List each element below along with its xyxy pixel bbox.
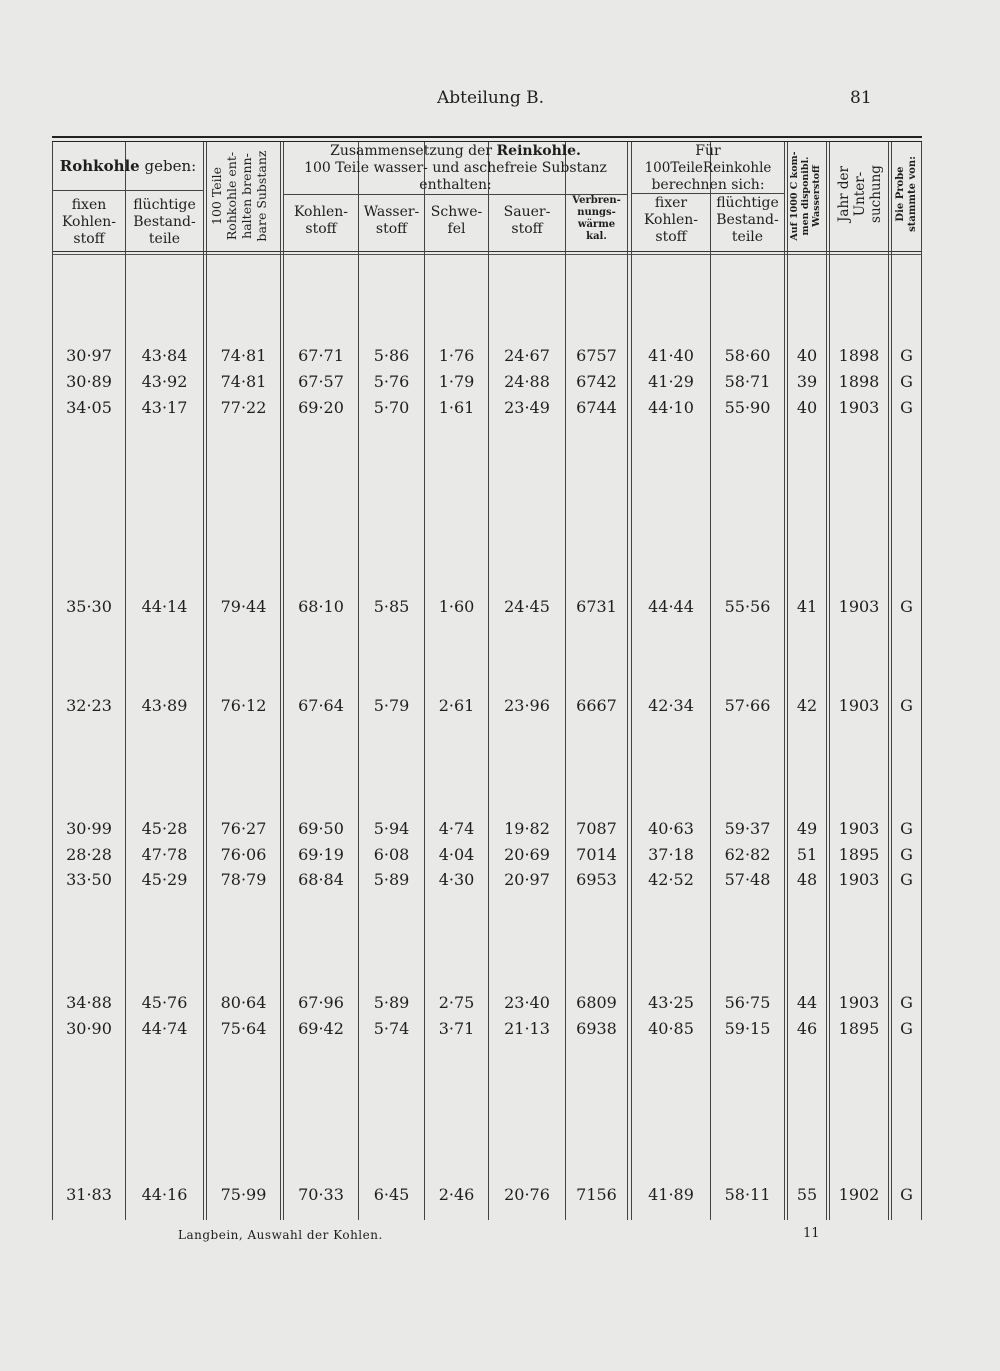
table-cell: 34·05 [66, 398, 112, 417]
table-cell: 67·71 [298, 346, 344, 365]
table-cell: 20·76 [504, 1185, 550, 1204]
table-cell: 44 [796, 993, 818, 1012]
header-bottom-rule-thin [52, 254, 922, 255]
table-cell: 55·56 [724, 597, 771, 616]
table-cell: 43·92 [141, 372, 188, 391]
column-line [627, 142, 628, 1220]
table-cell: 5·74 [373, 1019, 410, 1038]
column-line [206, 142, 207, 1220]
column-line [891, 142, 892, 1220]
column-line [888, 142, 889, 1220]
column-line [424, 142, 425, 1220]
table-cell: 1903 [838, 870, 880, 889]
table-top-rule [52, 136, 922, 138]
header-bottom-rule [52, 251, 922, 252]
table-cell: 32·23 [66, 696, 112, 715]
table-cell: 58·60 [724, 346, 771, 365]
table-cell: 76·06 [220, 845, 267, 864]
page-number: 81 [850, 88, 872, 108]
table-cell: 23·96 [504, 696, 550, 715]
table-cell: 44·74 [141, 1019, 188, 1038]
table-cell: 67·57 [298, 372, 344, 391]
table-cell: 51 [796, 845, 818, 864]
column-line [784, 142, 785, 1220]
column-line [52, 142, 53, 1220]
footer-left: Langbein, Auswahl der Kohlen. [178, 1228, 383, 1242]
table-cell: G [900, 1019, 913, 1038]
table-cell: 5·86 [373, 346, 410, 365]
table-cell: 1·79 [438, 372, 475, 391]
table-cell: 76·12 [220, 696, 267, 715]
table-cell: G [900, 845, 913, 864]
table-cell: 69·19 [298, 845, 344, 864]
table-cell: 1·76 [438, 346, 475, 365]
table-cell: 67·64 [298, 696, 344, 715]
table-cell: 1903 [838, 398, 880, 417]
table-cell: 5·79 [373, 696, 410, 715]
table-cell: 5·94 [373, 819, 410, 838]
table-cell: 68·84 [298, 870, 344, 889]
column-line [203, 142, 204, 1220]
header-rot-jahr: Jahr der Unter- suchung [836, 165, 884, 223]
table-cell: 68·10 [298, 597, 344, 616]
table-cell: 42·52 [648, 870, 694, 889]
table-cell: G [900, 993, 913, 1012]
table-cell: 69·20 [298, 398, 344, 417]
table-cell: 33·50 [66, 870, 112, 889]
header-fixer-kohlenstoff: fixer Kohlen- stoff [643, 195, 699, 245]
table-cell: 1·61 [438, 398, 475, 417]
table-cell: 1903 [838, 696, 880, 715]
table-cell: 7014 [576, 845, 617, 864]
table-cell: 6744 [576, 398, 617, 417]
column-line [787, 142, 788, 1220]
column-line [921, 142, 922, 1220]
column-line [283, 142, 284, 1220]
table-cell: 59·37 [724, 819, 771, 838]
table-cell: 1903 [838, 819, 880, 838]
table-cell: 42 [796, 696, 818, 715]
table-cell: 58·11 [724, 1185, 771, 1204]
table-cell: 77·22 [220, 398, 267, 417]
table-cell: 23·40 [504, 993, 550, 1012]
table-cell: 4·30 [438, 870, 475, 889]
table-cell: G [900, 597, 913, 616]
table-cell: 44·44 [648, 597, 694, 616]
table-cell: 6742 [576, 372, 617, 391]
table-cell: 28·28 [66, 845, 112, 864]
table-cell: 6731 [576, 597, 617, 616]
table-cell: 70·33 [298, 1185, 344, 1204]
table-cell: 6757 [576, 346, 617, 365]
table-cell: 58·71 [724, 372, 771, 391]
table-cell: 4·74 [438, 819, 475, 838]
fuer-group-header: Für 100TeileReinkohle berechnen sich: [644, 143, 772, 193]
table-cell: 1895 [838, 845, 880, 864]
table-cell: 42·34 [648, 696, 694, 715]
column-line [829, 142, 830, 1220]
table-cell: G [900, 398, 913, 417]
table-cell: 6·08 [373, 845, 410, 864]
header-rot-probe: Die Probe stammte von: [895, 156, 918, 232]
column-line [488, 142, 489, 1220]
header-fluechtige-bestandteile: flüchtige Bestand- teile [133, 197, 196, 247]
table-cell: 35·30 [66, 597, 112, 616]
header-sauerstoff: Sauer- stoff [503, 204, 551, 237]
table-cell: 67·96 [298, 993, 344, 1012]
table-cell: 62·82 [724, 845, 771, 864]
table-cell: 5·85 [373, 597, 410, 616]
column-line [710, 142, 711, 1220]
table-cell: 43·84 [141, 346, 188, 365]
table-cell: 43·25 [648, 993, 694, 1012]
header-kohlenstoff: Kohlen- stoff [293, 204, 349, 237]
table-cell: 24·88 [504, 372, 550, 391]
running-head: Abteilung B. [437, 88, 545, 108]
table-cell: 30·90 [66, 1019, 112, 1038]
table-cell: 74·81 [220, 372, 267, 391]
footer-right: 11 [803, 1226, 820, 1241]
table-cell: 2·75 [438, 993, 475, 1012]
table-cell: 1903 [838, 993, 880, 1012]
table-cell: 5·76 [373, 372, 410, 391]
table-cell: 44·14 [141, 597, 188, 616]
table-top-rule-thin [52, 141, 922, 142]
header-rot-100-teile: 100 Teile Rohkohle ent- halten brenn- bare Substanz [209, 150, 269, 242]
table-cell: 6953 [576, 870, 617, 889]
table-cell: 21·13 [504, 1019, 550, 1038]
table-cell: 48 [796, 870, 818, 889]
table-cell: 7156 [576, 1185, 617, 1204]
table-cell: 5·89 [373, 993, 410, 1012]
table-cell: 40·85 [648, 1019, 694, 1038]
table-cell: 41·29 [648, 372, 694, 391]
table-cell: 3·71 [438, 1019, 475, 1038]
table-cell: 20·69 [504, 845, 550, 864]
table-cell: 1·60 [438, 597, 475, 616]
table-cell: 6938 [576, 1019, 617, 1038]
table-cell: 1902 [838, 1185, 880, 1204]
rohkohle-group-header: Rohkohle geben: [59, 157, 197, 175]
table-cell: 43·89 [141, 696, 188, 715]
table-cell: 69·50 [298, 819, 344, 838]
table-cell: 1903 [838, 597, 880, 616]
table-cell: 5·70 [373, 398, 410, 417]
table-cell: 46 [796, 1019, 818, 1038]
table-cell: 69·42 [298, 1019, 344, 1038]
table-cell: 45·28 [141, 819, 188, 838]
table-cell: 5·89 [373, 870, 410, 889]
table-cell: 49 [796, 819, 818, 838]
column-line [358, 142, 359, 1220]
table-cell: G [900, 696, 913, 715]
table-cell: G [900, 346, 913, 365]
table-cell: 59·15 [724, 1019, 771, 1038]
table-cell: 75·99 [220, 1185, 267, 1204]
table-cell: 55 [796, 1185, 818, 1204]
table-cell: 2·46 [438, 1185, 475, 1204]
table-cell: G [900, 372, 913, 391]
table-cell: 80·64 [220, 993, 267, 1012]
header-schwefel: Schwe- fel [430, 204, 483, 237]
table-cell: 24·67 [504, 346, 550, 365]
header-wasserstoff: Wasser- stoff [363, 204, 420, 237]
table-cell: 4·04 [438, 845, 475, 864]
column-line [280, 142, 281, 1220]
table-cell: 44·10 [648, 398, 694, 417]
table-cell: 1895 [838, 1019, 880, 1038]
column-line [125, 142, 126, 1220]
header-verbrennungswaerme: Verbren- nungs- wärme kal. [572, 195, 621, 242]
header-fluechtige-bestandteile-2: flüchtige Bestand- teile [716, 195, 779, 245]
column-line [565, 142, 566, 1220]
table-cell: 57·66 [724, 696, 771, 715]
table-cell: 44·16 [141, 1185, 188, 1204]
table-cell: 34·88 [66, 993, 112, 1012]
reinkohle-group-header: Zusammensetzung der Reinkohle. 100 Teile wasser- und aschefreie Substanz enthalten: [304, 143, 607, 193]
header-rot-1000c: Auf 1000 C kom- men disponibl. Wasserstoff [789, 151, 822, 241]
table-cell: G [900, 819, 913, 838]
table-cell: 1898 [838, 372, 880, 391]
header-fixen-kohlenstoff: fixen Kohlen- stoff [61, 197, 117, 247]
table-cell: G [900, 870, 913, 889]
table-cell: 6809 [576, 993, 617, 1012]
table-cell: 41·40 [648, 346, 694, 365]
table-cell: 47·78 [141, 845, 188, 864]
table-cell: 45·76 [141, 993, 188, 1012]
table-cell: 40 [796, 346, 818, 365]
table-cell: 39 [796, 372, 818, 391]
table-cell: 41·89 [648, 1185, 694, 1204]
table-cell: 43·17 [141, 398, 188, 417]
table-cell: 76·27 [220, 819, 267, 838]
table-cell: 56·75 [724, 993, 771, 1012]
table-cell: 30·89 [66, 372, 112, 391]
table-cell: 37·18 [648, 845, 694, 864]
table-cell: 20·97 [504, 870, 550, 889]
table-cell: 78·79 [220, 870, 267, 889]
table-cell: 40·63 [648, 819, 694, 838]
table-cell: 57·48 [724, 870, 771, 889]
table-cell: 30·99 [66, 819, 112, 838]
table-cell: 74·81 [220, 346, 267, 365]
table-cell: 19·82 [504, 819, 550, 838]
table-cell: 7087 [576, 819, 617, 838]
table-cell: G [900, 1185, 913, 1204]
table-cell: 40 [796, 398, 818, 417]
table-cell: 75·64 [220, 1019, 267, 1038]
table-cell: 79·44 [220, 597, 267, 616]
table-cell: 6667 [576, 696, 617, 715]
table-cell: 6·45 [373, 1185, 410, 1204]
table-cell: 30·97 [66, 346, 112, 365]
table-cell: 31·83 [66, 1185, 112, 1204]
column-line [631, 142, 632, 1220]
table-cell: 2·61 [438, 696, 475, 715]
header-sub-rule [53, 190, 203, 191]
table-cell: 41 [796, 597, 818, 616]
table-cell: 1898 [838, 346, 880, 365]
table-cell: 23·49 [504, 398, 550, 417]
column-line [826, 142, 827, 1220]
table-cell: 45·29 [141, 870, 188, 889]
table-cell: 24·45 [504, 597, 550, 616]
table-cell: 55·90 [724, 398, 771, 417]
